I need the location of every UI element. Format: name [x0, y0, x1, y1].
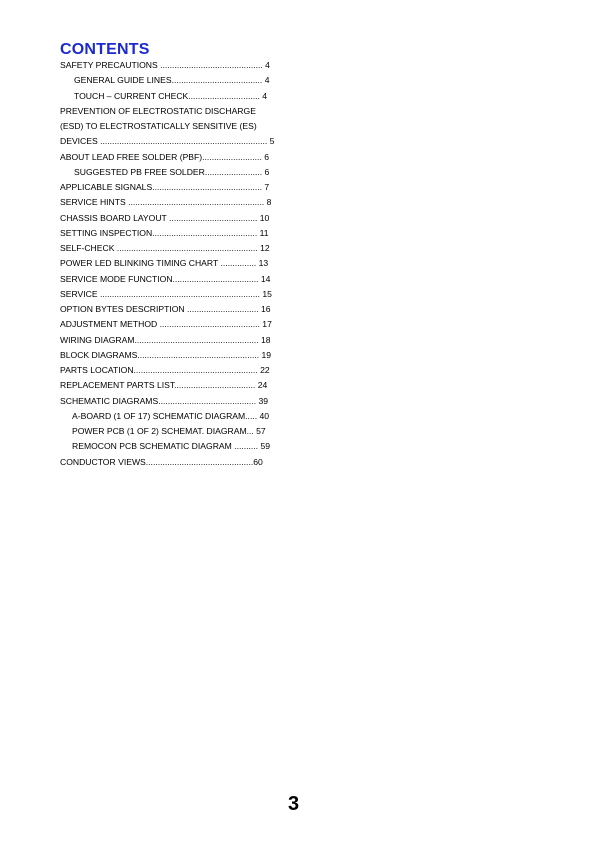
toc-entry[interactable]: A-BOARD (1 OF 17) SCHEMATIC DIAGRAM..... 40	[72, 410, 270, 421]
table-of-contents	[60, 58, 280, 470]
toc-entry[interactable]: PREVENTION OF ELECTROSTATIC DISCHARGE	[60, 105, 256, 116]
toc-entry[interactable]: PARTS LOCATION.................................................... 22	[60, 365, 270, 375]
toc-entry[interactable]: TOUCH – CURRENT CHECK.............................. 4	[74, 90, 268, 101]
toc-entry[interactable]: SCHEMATIC DIAGRAMS......................................... 39	[60, 395, 269, 406]
toc-entry[interactable]: CONDUCTOR VIEWS.............................................60	[60, 456, 263, 467]
toc-entry[interactable]: SUGGESTED PB FREE SOLDER........................ 6	[74, 166, 270, 177]
toc-entry[interactable]: DEVICES ...................................................................... 5	[60, 136, 275, 147]
toc-entry[interactable]: CHASSIS BOARD LAYOUT ..................................... 10	[60, 212, 270, 223]
toc-entry[interactable]: ADJUSTMENT METHOD .......................................... 17	[60, 319, 272, 330]
toc-entry[interactable]: WIRING DIAGRAM.................................................... 18	[60, 334, 271, 345]
toc-entry[interactable]: OPTION BYTES DESCRIPTION .............................. 16	[60, 304, 271, 314]
toc-entry[interactable]: SELF-CHECK ........................................................... 12	[60, 243, 270, 253]
toc-entry[interactable]: REPLACEMENT PARTS LIST.................................. 24	[60, 380, 268, 391]
toc-entry[interactable]: BLOCK DIAGRAMS................................................... 19	[60, 349, 272, 360]
toc-entry[interactable]: APPLICABLE SIGNALS.............................................. 7	[60, 182, 270, 192]
page-number: 3	[288, 793, 300, 815]
toc-entry[interactable]: (ESD) TO ELECTROSTATICALLY SENSITIVE (ES)	[60, 121, 257, 131]
page-title: CONTENTS	[60, 41, 150, 58]
toc-entry[interactable]: SERVICE ................................................................... 15	[60, 288, 272, 299]
toc-entry[interactable]: POWER PCB (1 OF 2) SCHEMAT. DIAGRAM... 57	[72, 426, 266, 436]
toc-entry[interactable]: SETTING INSPECTION............................................ 11	[60, 227, 269, 238]
toc-entry[interactable]: REMOCON PCB SCHEMATIC DIAGRAM .......... 59	[72, 441, 270, 452]
toc-entry[interactable]: SAFETY PRECAUTIONS ........................................... 4	[60, 60, 270, 70]
toc-entry[interactable]: SERVICE MODE FUNCTION.................................... 14	[60, 273, 271, 284]
toc-entry[interactable]: SERVICE HINTS ......................................................... 8	[60, 197, 272, 208]
toc-entry[interactable]: GENERAL GUIDE LINES...................................... 4	[74, 75, 270, 86]
toc-entry[interactable]: ABOUT LEAD FREE SOLDER (PBF)......................... 6	[60, 151, 270, 162]
toc-entry[interactable]: POWER LED BLINKING TIMING CHART ............... 13	[60, 258, 269, 269]
